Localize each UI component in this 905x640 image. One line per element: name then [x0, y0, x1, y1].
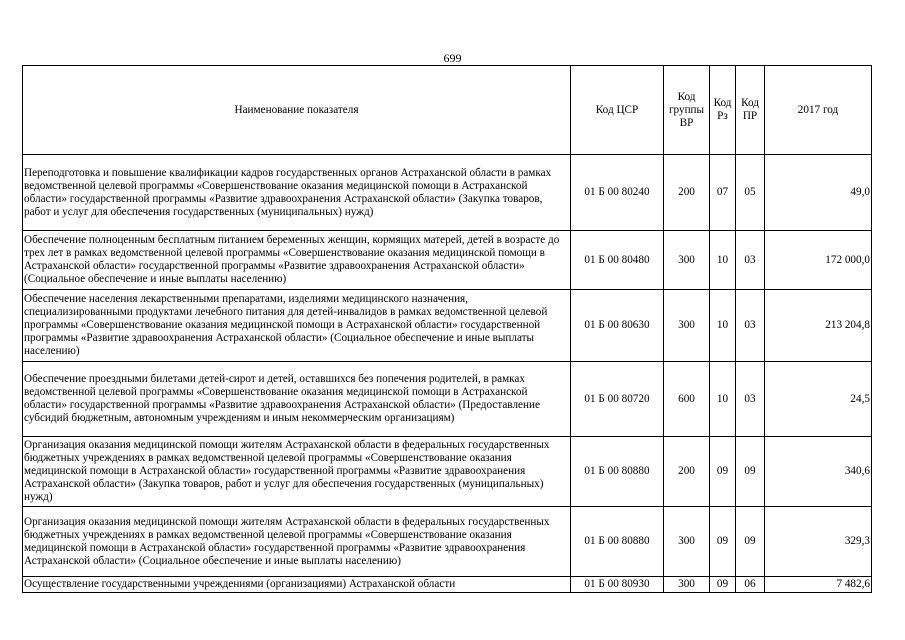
row-rz: 10: [710, 290, 736, 362]
row-csr: 01 Б 00 80720: [571, 362, 664, 437]
header-rz: Код Рз: [710, 66, 736, 155]
row-pr: 09: [736, 437, 765, 507]
page-number: 699: [443, 51, 462, 65]
row-amount: 213 204,8: [765, 290, 872, 362]
header-vr: Код группы ВР: [664, 66, 710, 155]
row-pr: 03: [736, 231, 765, 290]
table-row: [23, 290, 872, 362]
row-name: Переподготовка и повышение квалификации кадров государственных органов Астраханской области в рамках ведомственной целевой программы «Совершенствование оказания медицинской помощи в Астраханской области» государственной программы «Развитие здравоохранения Астраханской области» (Закупка товаров, работ и услуг для обеспечения государственных (муниципальных) нужд): [23, 155, 571, 231]
row-rz: 10: [710, 362, 736, 437]
table-row: [23, 362, 872, 437]
row-name: Обеспечение полноценным бесплатным питанием беременных женщин, кормящих матерей, детей в возрасте до трех лет в рамках ведомственной целевой программы «Совершенствование оказания медицинской помощи в Астраханской области» государственной программы «Развитие здравоохранения Астраханской области» (Социальное обеспечение и иные выплаты населению): [23, 231, 571, 290]
row-csr: 01 Б 00 80880: [571, 507, 664, 577]
row-csr: 01 Б 00 80480: [571, 231, 664, 290]
row-pr: 03: [736, 362, 765, 437]
row-name: Обеспечение населения лекарственными препаратами, изделиями медицинского назначения, специализированными продуктами лечебного питания для детей-инвалидов в рамках ведомственной целевой программы «Совершенствование оказания медицинской помощи в Астраханской области» государственной программы «Развитие здравоохранения Астраханской области» (Социальное обеспечение и иные выплаты населению): [23, 290, 571, 362]
table-row: [23, 155, 872, 231]
table-row: [23, 231, 872, 290]
header-pr: Код ПР: [736, 66, 765, 155]
row-name: Осуществление государственными учреждениями (организациями) Астраханской области: [23, 577, 571, 593]
row-vr: 300: [664, 577, 710, 593]
row-rz: 10: [710, 231, 736, 290]
header-csr: Код ЦСР: [571, 66, 664, 155]
table-row: [23, 507, 872, 577]
row-csr: 01 Б 00 80240: [571, 155, 664, 231]
row-vr: 300: [664, 231, 710, 290]
row-amount: 7 482,6: [765, 577, 872, 593]
header-name: Наименование показателя: [23, 66, 571, 155]
row-amount: 24,5: [765, 362, 872, 437]
row-rz: 07: [710, 155, 736, 231]
row-name: Обеспечение проездными билетами детей-сирот и детей, оставшихся без попечения родителей, в рамках ведомственной целевой программы «Совершенствование оказания медицинской помощи в Астраханской области» государственной программы «Развитие здравоохранения Астраханской области» (Предоставление субсидий бюджетным, автономным учреждениям и иным некоммерческим организациям): [23, 362, 571, 437]
row-vr: 600: [664, 362, 710, 437]
row-csr: 01 Б 00 80880: [571, 437, 664, 507]
row-name: Организация оказания медицинской помощи жителям Астраханской области в федеральных государственных бюджетных учреждениях в рамках ведомственной целевой программы «Совершенствование оказания медицинской помощи в Астраханской области» государственной программы «Развитие здравоохранения Астраханской области» (Закупка товаров, работ и услуг для обеспечения государственных (муниципальных) нужд): [23, 437, 571, 507]
row-pr: 05: [736, 155, 765, 231]
row-rz: 09: [710, 507, 736, 577]
row-amount: 49,0: [765, 155, 872, 231]
row-name: Организация оказания медицинской помощи жителям Астраханской области в федеральных государственных бюджетных учреждениях в рамках ведомственной целевой программы «Совершенствование оказания медицинской помощи в Астраханской области» государственной программы «Развитие здравоохранения Астраханской области» (Социальное обеспечение и иные выплаты населению): [23, 507, 571, 577]
row-vr: 300: [664, 507, 710, 577]
budget-table: [22, 65, 872, 593]
row-rz: 09: [710, 437, 736, 507]
row-pr: 06: [736, 577, 765, 593]
row-pr: 09: [736, 507, 765, 577]
table-row: [23, 437, 872, 507]
table-row: [23, 577, 872, 593]
row-csr: 01 Б 00 80630: [571, 290, 664, 362]
row-amount: 340,6: [765, 437, 872, 507]
row-rz: 09: [710, 577, 736, 593]
row-vr: 200: [664, 155, 710, 231]
table-header-row: [23, 66, 872, 155]
row-amount: 172 000,0: [765, 231, 872, 290]
row-vr: 300: [664, 290, 710, 362]
row-amount: 329,3: [765, 507, 872, 577]
row-vr: 200: [664, 437, 710, 507]
row-pr: 03: [736, 290, 765, 362]
header-year: 2017 год: [765, 66, 872, 155]
row-csr: 01 Б 00 80930: [571, 577, 664, 593]
